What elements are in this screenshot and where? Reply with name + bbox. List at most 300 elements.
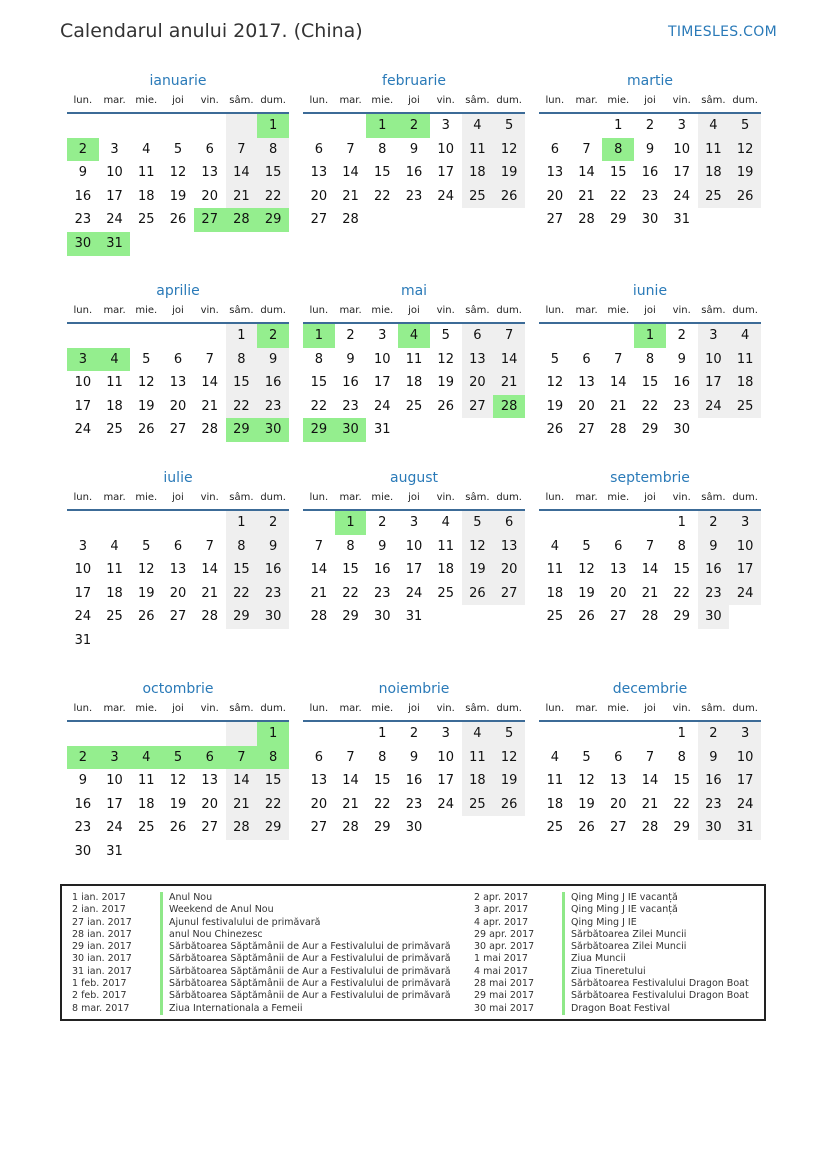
day-cell: 28 xyxy=(201,609,218,625)
day-cell: 25 xyxy=(462,793,494,817)
legend-holiday-name: Sărbătoarea Săptămânii de Aur a Festivalului de primăvară xyxy=(160,953,451,965)
empty-day-cell xyxy=(99,722,131,746)
day-cell: 26 xyxy=(169,820,187,836)
day-cell: 22 xyxy=(257,185,289,209)
day-cell: 23 xyxy=(374,585,391,601)
day-cell: 19 xyxy=(578,796,595,812)
weekday-label: mie. xyxy=(371,95,394,106)
day-cell: 17 xyxy=(729,769,761,793)
day-cell: 3 xyxy=(110,141,119,157)
day-cell: 9 xyxy=(409,749,419,765)
day-cell: 28 xyxy=(610,422,627,438)
day-cell: 16 xyxy=(405,773,423,789)
weekday-label: mar. xyxy=(339,95,362,106)
legend-row xyxy=(72,892,451,904)
weekday-label: mar. xyxy=(575,703,598,714)
day-cell: 10 xyxy=(729,746,761,770)
empty-day-cell xyxy=(335,722,367,746)
day-cell: 27 xyxy=(310,212,328,228)
weekday-label: joi xyxy=(644,95,656,106)
day-cell: 23 xyxy=(698,582,730,606)
day-cell: 19 xyxy=(493,769,525,793)
legend-date: 1 mai 2017 xyxy=(474,953,528,965)
weekday-label: joi xyxy=(644,492,656,503)
day-cell: 1 xyxy=(614,118,623,133)
day-cell: 12 xyxy=(493,138,525,162)
weekday-header xyxy=(67,92,289,114)
day-cell: 5 xyxy=(441,328,450,343)
legend-date: 8 mar. 2017 xyxy=(72,1002,130,1014)
empty-day-cell xyxy=(571,114,603,138)
day-cell: 20 xyxy=(310,188,328,204)
day-cell: 13 xyxy=(493,535,525,559)
day-cell: 10 xyxy=(437,141,454,157)
day-cell: 2 xyxy=(409,726,419,741)
weekday-label: mar. xyxy=(575,492,598,503)
day-grid xyxy=(303,114,525,232)
weekday-header xyxy=(303,489,525,511)
weekday-label: sâm. xyxy=(701,95,726,106)
day-cell: 5 xyxy=(550,351,559,367)
day-cell: 24 xyxy=(106,820,123,836)
weekday-label: lun. xyxy=(545,95,565,106)
day-cell: 12 xyxy=(169,165,187,181)
day-cell: 6 xyxy=(173,351,183,367)
legend-row xyxy=(72,990,451,1002)
day-cell: 23 xyxy=(74,820,92,836)
day-cell: 22 xyxy=(673,585,690,601)
day-cell: 30 xyxy=(74,843,92,859)
day-cell: 20 xyxy=(546,188,564,204)
weekday-label: vin. xyxy=(200,95,219,106)
legend-holiday-name: Ziua Tineretului xyxy=(562,966,646,978)
day-cell: 26 xyxy=(437,398,454,414)
day-cell: 30 xyxy=(405,820,423,836)
day-cell: 5 xyxy=(162,746,194,770)
weekday-label: mie. xyxy=(371,703,394,714)
empty-day-cell xyxy=(335,114,367,138)
weekday-label: mie. xyxy=(607,703,630,714)
weekday-label: mar. xyxy=(103,703,126,714)
day-cell: 1 xyxy=(257,722,289,746)
day-cell: 6 xyxy=(194,746,226,770)
day-cell: 13 xyxy=(610,562,627,578)
day-cell: 9 xyxy=(645,141,655,157)
day-cell: 4 xyxy=(462,114,494,138)
day-cell: 14 xyxy=(578,165,595,181)
day-cell: 8 xyxy=(346,538,355,554)
day-cell: 29 xyxy=(610,212,627,228)
legend-holiday-name: Sărbătoarea Festivalului Dragon Boat xyxy=(562,990,749,1002)
day-cell: 24 xyxy=(729,582,761,606)
legend-holiday-name: Sărbătoarea Zilei Muncii xyxy=(562,941,686,953)
day-cell: 8 xyxy=(677,749,686,765)
day-cell: 25 xyxy=(546,609,564,625)
day-cell: 23 xyxy=(257,395,289,419)
day-cell: 29 xyxy=(374,820,391,836)
day-cell: 25 xyxy=(462,185,494,209)
day-cell: 17 xyxy=(437,165,454,181)
empty-day-cell xyxy=(67,722,99,746)
day-cell: 3 xyxy=(67,348,99,372)
weekday-label: dum. xyxy=(260,492,286,503)
legend-holiday-name: Qing Ming J IE vacanță xyxy=(562,904,678,916)
day-cell: 15 xyxy=(673,562,690,578)
day-cell: 5 xyxy=(142,538,151,554)
day-cell: 29 xyxy=(673,609,690,625)
day-cell: 27 xyxy=(546,212,564,228)
day-cell: 13 xyxy=(169,562,187,578)
day-cell: 16 xyxy=(641,165,659,181)
month-aprilie xyxy=(67,280,289,442)
day-cell: 19 xyxy=(138,585,155,601)
day-cell: 6 xyxy=(550,141,559,157)
legend-holiday-name: Ajunul festivalului de primăvară xyxy=(160,917,321,929)
month-septembrie xyxy=(539,467,761,629)
legend-date: 27 ian. 2017 xyxy=(72,916,132,928)
day-cell: 6 xyxy=(314,141,323,157)
empty-day-cell xyxy=(539,511,571,535)
legend-row xyxy=(474,1003,749,1015)
day-cell: 20 xyxy=(462,371,494,395)
day-cell: 20 xyxy=(310,796,328,812)
day-cell: 23 xyxy=(405,188,423,204)
weekday-header xyxy=(539,92,761,114)
day-cell: 2 xyxy=(257,511,289,535)
day-cell: 21 xyxy=(641,585,659,601)
empty-day-cell xyxy=(162,114,194,138)
day-grid xyxy=(303,324,525,442)
day-cell: 21 xyxy=(493,371,525,395)
day-cell: 24 xyxy=(74,422,92,438)
legend-date: 29 ian. 2017 xyxy=(72,941,132,953)
day-cell: 20 xyxy=(169,398,187,414)
day-cell: 29 xyxy=(303,418,335,442)
day-cell: 5 xyxy=(729,114,761,138)
weekday-header xyxy=(303,700,525,722)
day-cell: 7 xyxy=(205,351,214,367)
day-cell: 25 xyxy=(698,185,730,209)
empty-day-cell xyxy=(303,722,335,746)
empty-day-cell xyxy=(539,324,571,348)
weekday-label: dum. xyxy=(732,305,758,316)
day-cell: 16 xyxy=(698,769,730,793)
day-cell: 5 xyxy=(582,749,591,765)
month-name: februarie xyxy=(382,73,446,89)
empty-day-cell xyxy=(194,511,226,535)
day-cell: 15 xyxy=(226,558,258,582)
day-cell: 19 xyxy=(437,375,454,391)
day-grid xyxy=(67,722,289,864)
day-cell: 26 xyxy=(578,820,595,836)
day-cell: 17 xyxy=(374,375,391,391)
weekday-label: lun. xyxy=(309,492,329,503)
day-cell: 1 xyxy=(677,726,686,741)
day-cell: 5 xyxy=(173,141,183,157)
day-cell: 9 xyxy=(257,348,289,372)
weekday-label: lun. xyxy=(73,492,93,503)
day-cell: 14 xyxy=(493,348,525,372)
legend-holiday-name: Ziua Internationala a Femeii xyxy=(160,1003,303,1015)
empty-day-cell xyxy=(226,114,258,138)
weekday-label: dum. xyxy=(260,95,286,106)
weekday-label: lun. xyxy=(545,703,565,714)
day-cell: 28 xyxy=(578,212,595,228)
day-cell: 26 xyxy=(546,422,564,438)
day-cell: 27 xyxy=(610,609,627,625)
day-cell: 13 xyxy=(546,165,564,181)
legend-row xyxy=(72,941,451,953)
month-name: decembrie xyxy=(612,681,688,697)
day-cell: 10 xyxy=(437,749,454,765)
day-cell: 13 xyxy=(578,375,595,391)
day-cell: 22 xyxy=(226,582,258,606)
weekday-label: joi xyxy=(408,95,420,106)
weekday-label: lun. xyxy=(309,95,329,106)
day-cell: 9 xyxy=(78,773,87,789)
holiday-legend xyxy=(60,884,766,1021)
empty-day-cell xyxy=(571,722,603,746)
day-cell: 30 xyxy=(673,422,690,438)
month-noiembrie xyxy=(303,678,525,840)
day-cell: 1 xyxy=(226,511,258,535)
day-cell: 4 xyxy=(142,141,151,157)
weekday-label: lun. xyxy=(545,492,565,503)
day-cell: 14 xyxy=(641,773,659,789)
legend-row xyxy=(72,1003,451,1015)
day-cell: 27 xyxy=(201,820,218,836)
day-cell: 3 xyxy=(409,515,419,530)
weekday-label: dum. xyxy=(260,703,286,714)
day-cell: 2 xyxy=(378,515,387,530)
day-cell: 17 xyxy=(405,562,423,578)
empty-day-cell xyxy=(194,114,226,138)
day-cell: 4 xyxy=(110,538,119,554)
day-cell: 2 xyxy=(67,746,99,770)
empty-day-cell xyxy=(99,324,131,348)
day-cell: 30 xyxy=(257,418,289,442)
day-cell: 21 xyxy=(342,796,359,812)
empty-day-cell xyxy=(130,511,162,535)
day-cell: 30 xyxy=(67,232,99,256)
weekday-label: mar. xyxy=(339,492,362,503)
day-cell: 25 xyxy=(106,422,123,438)
weekday-label: mie. xyxy=(371,305,394,316)
day-cell: 2 xyxy=(67,138,99,162)
legend-row xyxy=(474,966,749,978)
day-cell: 17 xyxy=(673,165,690,181)
day-cell: 1 xyxy=(303,324,335,348)
day-cell: 12 xyxy=(462,535,494,559)
day-cell: 24 xyxy=(106,212,123,228)
day-cell: 7 xyxy=(346,141,355,157)
day-cell: 11 xyxy=(462,746,494,770)
legend-holiday-name: Sărbătoarea Săptămânii de Aur a Festivalului de primăvară xyxy=(160,966,451,978)
empty-day-cell xyxy=(162,722,194,746)
day-cell: 11 xyxy=(698,138,730,162)
weekday-label: vin. xyxy=(672,703,691,714)
day-cell: 7 xyxy=(346,749,355,765)
day-cell: 3 xyxy=(729,511,761,535)
day-cell: 19 xyxy=(169,188,187,204)
legend-row xyxy=(72,904,451,916)
day-cell: 5 xyxy=(493,114,525,138)
day-cell: 28 xyxy=(226,208,258,232)
day-cell: 11 xyxy=(546,773,564,789)
legend-row xyxy=(474,941,749,953)
legend-row xyxy=(72,978,451,990)
weekday-label: vin. xyxy=(672,492,691,503)
day-cell: 1 xyxy=(378,726,387,741)
legend-holiday-name: Sărbătoarea Săptămânii de Aur a Festivalului de primăvară xyxy=(160,941,451,953)
day-grid xyxy=(67,324,289,442)
empty-day-cell xyxy=(303,114,335,138)
day-cell: 26 xyxy=(462,582,494,606)
day-cell: 6 xyxy=(314,749,323,765)
day-cell: 2 xyxy=(698,511,730,535)
legend-row xyxy=(474,917,749,929)
day-cell: 3 xyxy=(441,726,450,741)
day-cell: 17 xyxy=(106,796,123,812)
day-cell: 12 xyxy=(578,562,595,578)
day-cell: 30 xyxy=(257,605,289,629)
day-cell: 18 xyxy=(138,796,155,812)
day-cell: 9 xyxy=(698,535,730,559)
day-grid xyxy=(539,324,761,442)
day-cell: 8 xyxy=(314,351,323,367)
day-cell: 8 xyxy=(677,538,686,554)
day-cell: 29 xyxy=(673,820,690,836)
legend-date: 29 apr. 2017 xyxy=(474,928,535,940)
day-cell: 9 xyxy=(78,165,87,181)
legend-row xyxy=(72,953,451,965)
day-cell: 24 xyxy=(437,188,454,204)
weekday-label: mar. xyxy=(103,95,126,106)
legend-date: 3 apr. 2017 xyxy=(474,904,529,916)
day-cell: 22 xyxy=(342,585,359,601)
day-cell: 11 xyxy=(405,351,423,367)
day-cell: 27 xyxy=(169,609,187,625)
day-cell: 14 xyxy=(641,562,659,578)
day-cell: 16 xyxy=(405,165,423,181)
day-cell: 3 xyxy=(677,118,686,133)
day-cell: 17 xyxy=(74,585,92,601)
empty-day-cell xyxy=(67,511,99,535)
day-cell: 12 xyxy=(138,375,155,391)
legend-date: 28 mai 2017 xyxy=(474,978,535,990)
weekday-label: mie. xyxy=(135,95,158,106)
day-cell: 26 xyxy=(493,793,525,817)
day-cell: 3 xyxy=(378,328,387,343)
day-cell: 8 xyxy=(257,746,289,770)
day-cell: 12 xyxy=(546,375,564,391)
day-cell: 11 xyxy=(138,165,155,181)
day-cell: 6 xyxy=(173,538,183,554)
day-cell: 7 xyxy=(205,538,214,554)
legend-row xyxy=(474,892,749,904)
weekday-header xyxy=(539,302,761,324)
day-cell: 22 xyxy=(641,398,659,414)
day-cell: 23 xyxy=(257,582,289,606)
day-cell: 10 xyxy=(673,141,690,157)
day-cell: 11 xyxy=(437,538,454,554)
day-cell: 23 xyxy=(405,796,423,812)
day-cell: 12 xyxy=(138,562,155,578)
day-cell: 26 xyxy=(138,422,155,438)
day-cell: 29 xyxy=(226,605,258,629)
weekday-label: vin. xyxy=(200,492,219,503)
day-cell: 20 xyxy=(169,585,187,601)
day-cell: 20 xyxy=(201,796,218,812)
month-martie xyxy=(539,70,761,232)
empty-day-cell xyxy=(130,324,162,348)
empty-day-cell xyxy=(130,114,162,138)
day-cell: 9 xyxy=(378,538,387,554)
day-cell: 3 xyxy=(78,538,87,554)
day-cell: 18 xyxy=(462,161,494,185)
brand-link[interactable]: TIMESLES.COM xyxy=(668,24,777,40)
day-cell: 10 xyxy=(74,562,92,578)
day-cell: 8 xyxy=(378,749,387,765)
weekday-label: dum. xyxy=(496,703,522,714)
day-cell: 18 xyxy=(546,796,564,812)
day-cell: 2 xyxy=(257,324,289,348)
day-cell: 16 xyxy=(673,375,690,391)
day-grid xyxy=(67,511,289,653)
day-cell: 26 xyxy=(169,212,187,228)
day-cell: 10 xyxy=(106,165,123,181)
day-cell: 15 xyxy=(310,375,328,391)
day-cell: 24 xyxy=(698,395,730,419)
empty-day-cell xyxy=(602,511,634,535)
weekday-label: sâm. xyxy=(701,305,726,316)
day-cell: 8 xyxy=(257,138,289,162)
day-cell: 28 xyxy=(342,212,359,228)
empty-day-cell xyxy=(226,722,258,746)
day-cell: 6 xyxy=(614,749,623,765)
weekday-label: joi xyxy=(644,305,656,316)
month-mai xyxy=(303,280,525,442)
empty-day-cell xyxy=(634,511,666,535)
page-title: Calendarul anului 2017. (China) xyxy=(60,20,363,42)
weekday-label: mie. xyxy=(135,703,158,714)
weekday-label: lun. xyxy=(73,95,93,106)
weekday-label: vin. xyxy=(200,703,219,714)
empty-day-cell xyxy=(539,114,571,138)
day-cell: 25 xyxy=(138,212,155,228)
day-cell: 15 xyxy=(374,165,391,181)
month-name: martie xyxy=(627,73,673,89)
day-cell: 23 xyxy=(641,188,659,204)
day-cell: 17 xyxy=(74,398,92,414)
day-cell: 2 xyxy=(698,722,730,746)
legend-date: 2 ian. 2017 xyxy=(72,904,126,916)
day-cell: 4 xyxy=(698,114,730,138)
weekday-header xyxy=(539,489,761,511)
day-cell: 28 xyxy=(226,816,258,840)
empty-day-cell xyxy=(67,324,99,348)
day-cell: 12 xyxy=(169,773,187,789)
empty-day-cell xyxy=(602,324,634,348)
day-cell: 4 xyxy=(441,515,450,530)
day-cell: 24 xyxy=(374,398,391,414)
weekday-label: lun. xyxy=(309,305,329,316)
legend-holiday-name: Sărbătoarea Zilei Muncii xyxy=(562,929,686,941)
weekday-header xyxy=(67,489,289,511)
legend-column-left xyxy=(72,892,451,1015)
empty-day-cell xyxy=(162,511,194,535)
day-cell: 4 xyxy=(398,324,430,348)
